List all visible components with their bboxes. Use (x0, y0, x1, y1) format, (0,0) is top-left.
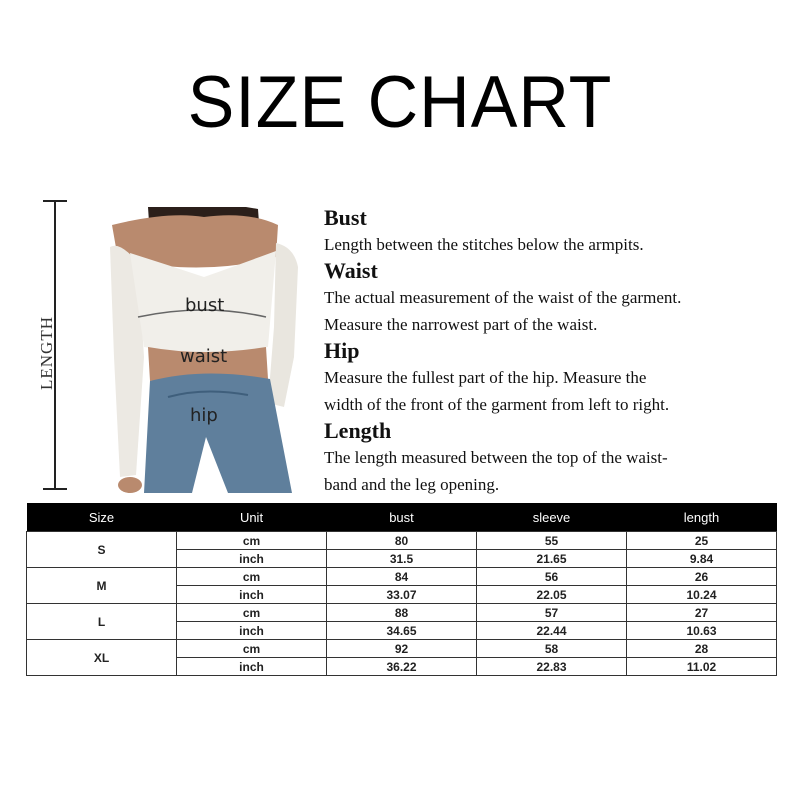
length-cell: 10.24 (627, 586, 777, 604)
length-desc-line: The length measured between the top of the waist- (324, 448, 668, 467)
unit-cell: inch (177, 550, 327, 568)
length-ruler-label: LENGTH (37, 316, 56, 390)
length-cell: 9.84 (627, 550, 777, 568)
length-cell: 11.02 (627, 658, 777, 676)
hip-label: hip (190, 405, 218, 426)
bust-cell: 34.65 (327, 622, 477, 640)
sleeve-cell: 57 (477, 604, 627, 622)
hip-desc-line: width of the front of the garment from left to right. (324, 395, 670, 414)
bust-cell: 31.5 (327, 550, 477, 568)
header-length: length (627, 503, 777, 532)
waist-desc-line: The actual measurement of the waist of the garment. (324, 288, 682, 307)
ruler-top-cap (43, 200, 67, 202)
hip-desc-line: Measure the fullest part of the hip. Measure the (324, 368, 647, 387)
ruler-bottom-cap (43, 488, 67, 490)
model-photo (108, 207, 300, 493)
table-row (27, 532, 777, 550)
sleeve-cell: 22.05 (477, 586, 627, 604)
bust-cell: 33.07 (327, 586, 477, 604)
length-cell: 28 (627, 640, 777, 658)
table-row (27, 604, 777, 622)
length-cell: 25 (627, 532, 777, 550)
sleeve-cell: 21.65 (477, 550, 627, 568)
sleeve-cell: 22.83 (477, 658, 627, 676)
sleeve-cell: 55 (477, 532, 627, 550)
bust-label: bust (185, 295, 225, 316)
bust-desc-line: Length between the stitches below the armpits. (324, 235, 644, 254)
size-cell: S (27, 532, 177, 568)
waist-label: waist (180, 346, 228, 367)
length-desc-line: band and the leg opening. (324, 475, 500, 494)
unit-cell: inch (177, 586, 327, 604)
hip-heading: Hip (324, 338, 360, 363)
size-cell: XL (27, 640, 177, 676)
bust-cell: 92 (327, 640, 477, 658)
size-cell: L (27, 604, 177, 640)
unit-cell: cm (177, 604, 327, 622)
sleeve-cell: 58 (477, 640, 627, 658)
header-unit: Unit (177, 503, 327, 532)
table-header-row (27, 503, 777, 532)
unit-cell: cm (177, 640, 327, 658)
length-cell: 10.63 (627, 622, 777, 640)
size-cell: M (27, 568, 177, 604)
length-cell: 26 (627, 568, 777, 586)
waist-desc-line: Measure the narrowest part of the waist. (324, 315, 598, 334)
length-heading: Length (324, 418, 392, 443)
header-bust: bust (327, 503, 477, 532)
size-table (26, 503, 776, 676)
header-sleeve: sleeve (477, 503, 627, 532)
page-title: SIZE CHART (187, 61, 613, 143)
sleeve-cell: 56 (477, 568, 627, 586)
unit-cell: cm (177, 532, 327, 550)
bust-cell: 80 (327, 532, 477, 550)
bust-cell: 36.22 (327, 658, 477, 676)
table-row (27, 568, 777, 586)
header-size: Size (27, 503, 177, 532)
measurement-descriptions (324, 205, 784, 498)
unit-cell: cm (177, 568, 327, 586)
bust-heading: Bust (324, 205, 367, 230)
bust-cell: 84 (327, 568, 477, 586)
bust-cell: 88 (327, 604, 477, 622)
unit-cell: inch (177, 658, 327, 676)
length-cell: 27 (627, 604, 777, 622)
unit-cell: inch (177, 622, 327, 640)
sleeve-cell: 22.44 (477, 622, 627, 640)
table-row (27, 640, 777, 658)
waist-heading: Waist (324, 258, 378, 283)
